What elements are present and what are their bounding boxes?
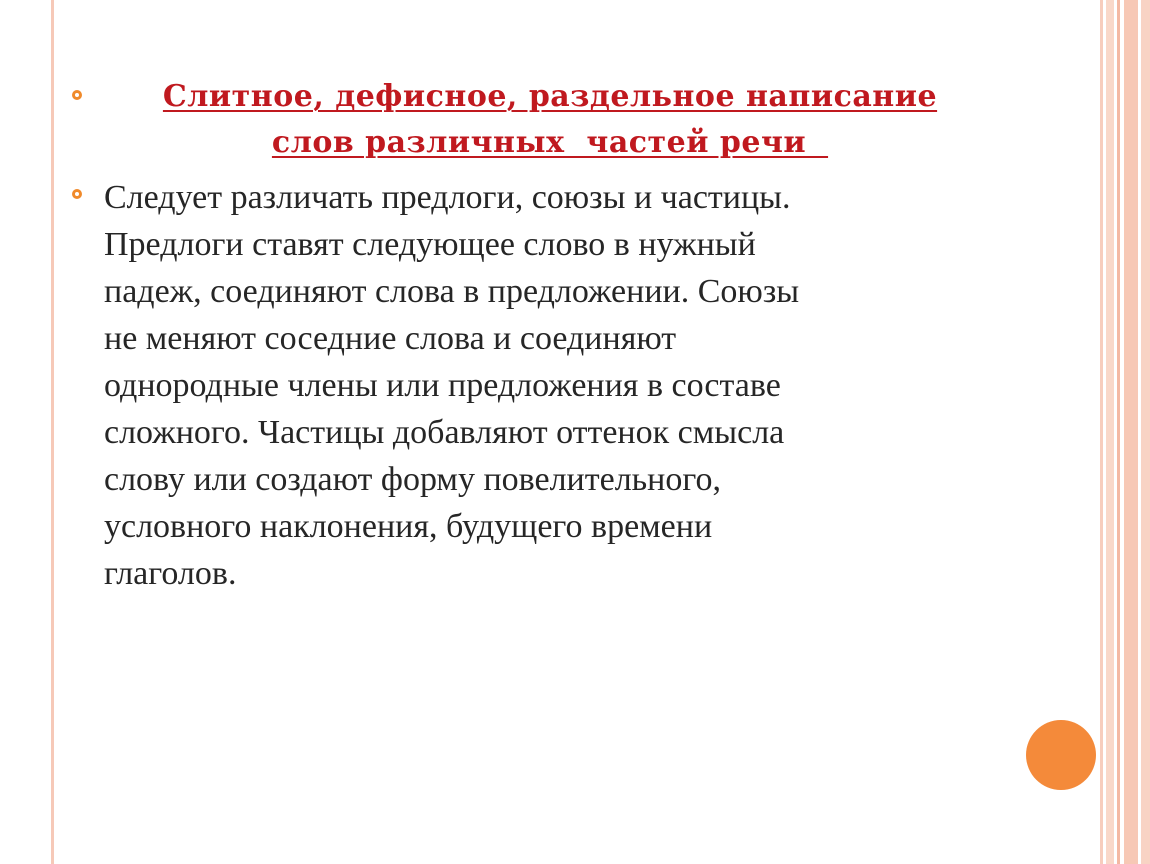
orange-circle-decoration: [1026, 720, 1096, 790]
left-frame-line: [51, 0, 54, 864]
body-line: условного наклонения, будущего времени: [104, 508, 713, 545]
slide-title: [100, 74, 1000, 166]
right-stripe: [1117, 0, 1120, 864]
title-line-2: слов различных частей речи: [271, 125, 829, 160]
right-stripe: [1141, 0, 1150, 864]
left-frame: [0, 0, 55, 864]
body-line: сложного. Частицы добавляют оттенок смысла: [104, 414, 785, 451]
body-line: не меняют соседние слова и соединяют: [104, 320, 677, 357]
body-line: Следует различать предлоги, союзы и частицы.: [104, 179, 791, 216]
circle-bullet-icon: [72, 189, 82, 199]
circle-bullet-icon: [72, 90, 82, 100]
body-line: слову или создают форму повелительного,: [104, 461, 721, 498]
right-stripe: [1100, 0, 1103, 864]
right-stripe: [1106, 0, 1114, 864]
title-line-1: Слитное, дефисное, раздельное написание: [162, 79, 938, 114]
right-stripe: [1124, 0, 1138, 864]
body-line: падеж, соединяют слова в предложении. Союзы: [104, 273, 800, 310]
body-line: глаголов.: [104, 555, 237, 592]
body-line: однородные члены или предложения в составе: [104, 367, 781, 404]
body-paragraph: [104, 174, 1004, 597]
body-line: Предлоги ставят следующее слово в нужный: [104, 226, 756, 263]
